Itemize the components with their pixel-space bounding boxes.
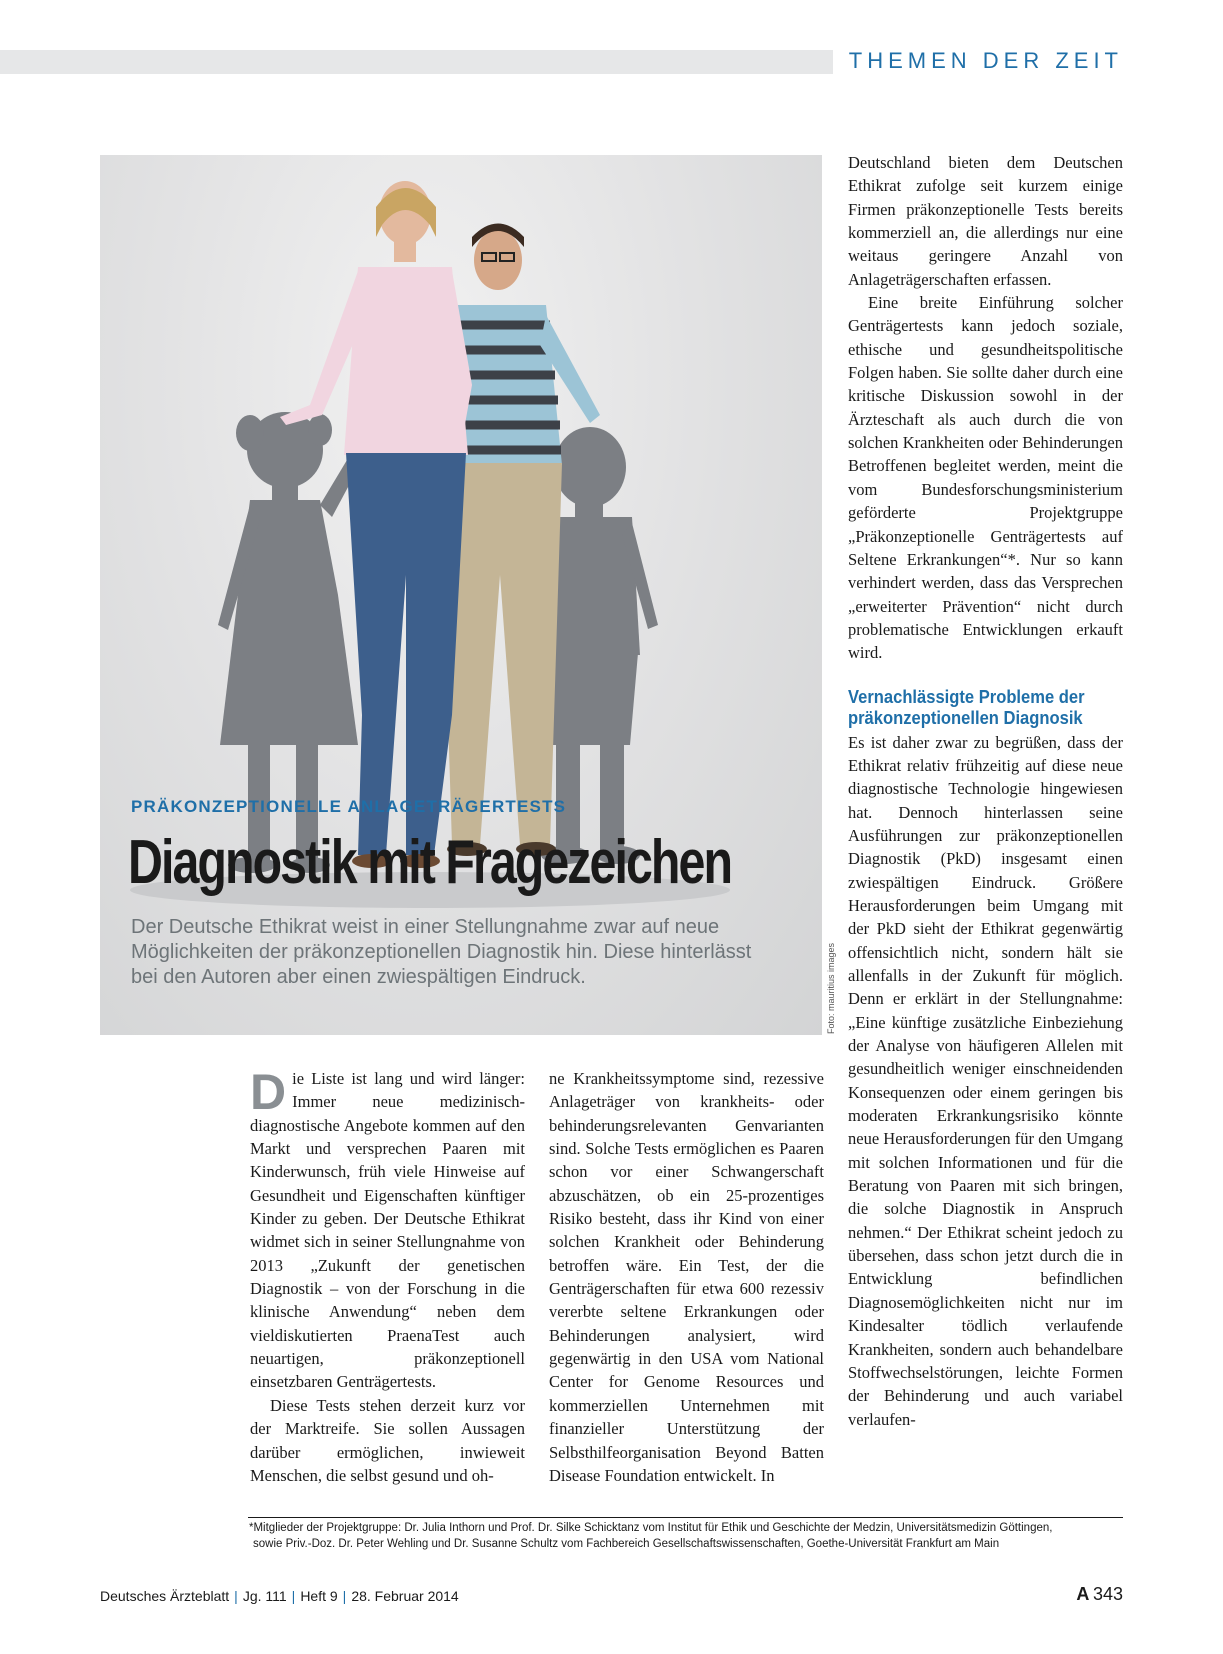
page-number-value: 343 [1092, 1584, 1123, 1604]
footnote-rule [248, 1517, 1123, 1518]
footnote [249, 1520, 1129, 1552]
footnote-line: *Mitglieder der Projektgruppe: Dr. Julia Inthorn und Prof. Dr. Silke Schicktanz vom Institut für Ethik und Geschichte der Medzin, Universitätsmedizin Göttingen, [249, 1522, 1053, 1534]
body-paragraph: Es ist daher zwar zu begrüßen, dass der Ethikrat relativ frühzeitig auf diese neue diagnostische Technologie hingewiesen hat. Dennoch hinterlassen seine Ausführungen zur präkonzeptionellen Diagnostik (PkD) insgesamt einen zwiespältigen Eindruck. Größere Herausforderungen beim Umgang mit der PkD sieht der Ethikrat gegenwärtig offensichtlich nicht, sondern hält sie allenfalls in der Zukunft für möglich. Denn er erklärt in der Stellungnahme: „Eine künftige zusätzliche Einbeziehung der Analyse von häufigeren Allelen mit gesundheitlich weniger einschneidenden Konsequenzen oder einem geringen bis moderaten Erkrankungsrisiko könnte neue Herausforderungen für den Umgang mit solchen Informationen und für die Beratung von Paaren mit sich bringen, die solche Diagnostik in Anspruch nehmen.“ Der Ethikrat scheint jedoch zu übersehen, dass schon jetzt durch die in Entwicklung befindlichen Diagnosemöglichkeiten nicht nur im Kindesalter tödlich verlaufende Krankheiten, sondern auch behandelbare Stoffwechselstörungen, leichte Formen der Behinderung und auch variabel verlaufen- [848, 732, 1123, 1429]
body-paragraph: ne Krankheitssymptome sind, rezessive Anlageträger von krankheits- oder behinderungsrelevanten Genvarianten sind. Solche Tests ermöglichen es Paaren schon vor einer Schwangerschaft abzuschätzen, ob ein 25-prozentiges Risiko besteht, dass ihr Kind von einer solchen Krankheit oder Behinderung betroffen wäre. Ein Test, der die Genträgerschaften für etwa 600 rezessiv vererbte seltene Erkrankungen oder Behinderungen analysiert, wird gegenwärtig in den USA vom National Center for Genome Resources und kommerziellen Unternehmen mit finanzieller Unterstützung der Selbsthilfeorganisation Beyond Batten Disease Foundation entwickelt. In [549, 1069, 824, 1485]
text-column-1 [250, 1064, 525, 1487]
footer-separator: | [291, 1588, 296, 1604]
article-kicker: PRÄKONZEPTIONELLE ANLAGETRÄGERTESTS [131, 797, 567, 816]
body-paragraph: Deutschland bieten dem Deutschen Ethikrat zufolge seit kurzem einige Firmen präkonzeptionelle Tests bereits kommerziell an, die allerdings nur eine weitaus geringere Anzahl von Anlageträgerschaften erfassen. [848, 153, 1123, 289]
drop-cap: D [250, 1064, 287, 1120]
section-title: THEMEN DER ZEIT [833, 46, 1123, 76]
footer-separator: | [342, 1588, 347, 1604]
journal-date: 28. Februar 2014 [351, 1588, 459, 1604]
hero-illustration [100, 155, 822, 1035]
photo-credit: Foto: mauritius images [826, 942, 836, 1034]
text-column-3 [848, 151, 1123, 1431]
page-prefix: A [1076, 1584, 1090, 1604]
text-column-2 [549, 1067, 824, 1487]
journal-name: Deutsches Ärzteblatt [100, 1588, 230, 1604]
section-subheading: Vernachlässigte Probleme der präkonzeptionellen Diagnosik [848, 686, 1085, 728]
article-standfirst: Der Deutsche Ethikrat weist in einer Stellungnahme zwar auf neue Möglichkeiten der präkonzeptionellen Diagnostik hin. Diese hinterlässt bei den Autoren aber einen zwiespältigen Eindruck. [131, 916, 752, 988]
article-title: Diagnostik mit Fragezeichen [128, 828, 732, 897]
page-footer [100, 1588, 459, 1604]
body-paragraph: Eine breite Einführung solcher Genträgertests kann jedoch soziale, ethische und gesundheitspolitische Folgen haben. Sie sollte daher durch eine kritische Diskussion sowohl in der Ärzteschaft als auch durch die von solchen Krankheiten oder Behinderungen Betroffenen begleitet werden, meint die vom Bundesforschungsministerium geförderte Projektgruppe „Präkonzeptionelle Genträgertests auf Seltene Erkrankungen“*. Nur so kann verhindert werden, dass das Versprechen „erweiterter Prävention“ nicht durch problematische Entwicklungen erkauft wird. [848, 293, 1123, 663]
body-paragraph: ie Liste ist lang und wird länger: Immer neue medizinisch-diagnostische Angebote kommen auf den Markt und versprechen Paaren mit Kinderwunsch, früh viele Hinweise auf Gesundheit und Eigenschaften künftiger Kinder zu geben. Der Deutsche Ethikrat widmet sich in seiner Stellungnahme von 2013 „Zukunft der genetischen Diagnostik – von der Forschung in die klinische Anwendung“ neben dem vieldiskutierten PraenaTest auch neuartigen, präkonzeptionell einsetzbaren Genträgertests. [250, 1069, 525, 1392]
footnote-line: sowie Priv.-Doz. Dr. Peter Wehling und Dr. Susanne Schultz vom Fachbereich Gesellschaftswissenschaften, Goethe-Universität Frankfurt am Main [253, 1538, 1000, 1550]
page-number [1076, 1584, 1123, 1605]
footer-separator: | [234, 1588, 238, 1604]
journal-issue: Heft 9 [300, 1588, 338, 1604]
hero-photo [100, 155, 822, 1035]
journal-volume: Jg. 111 [242, 1588, 287, 1604]
body-paragraph: Diese Tests stehen derzeit kurz vor der Marktreife. Sie sollen Aussagen darüber ermöglichen, inwieweit Menschen, die selbst gesund und oh- [250, 1395, 525, 1485]
